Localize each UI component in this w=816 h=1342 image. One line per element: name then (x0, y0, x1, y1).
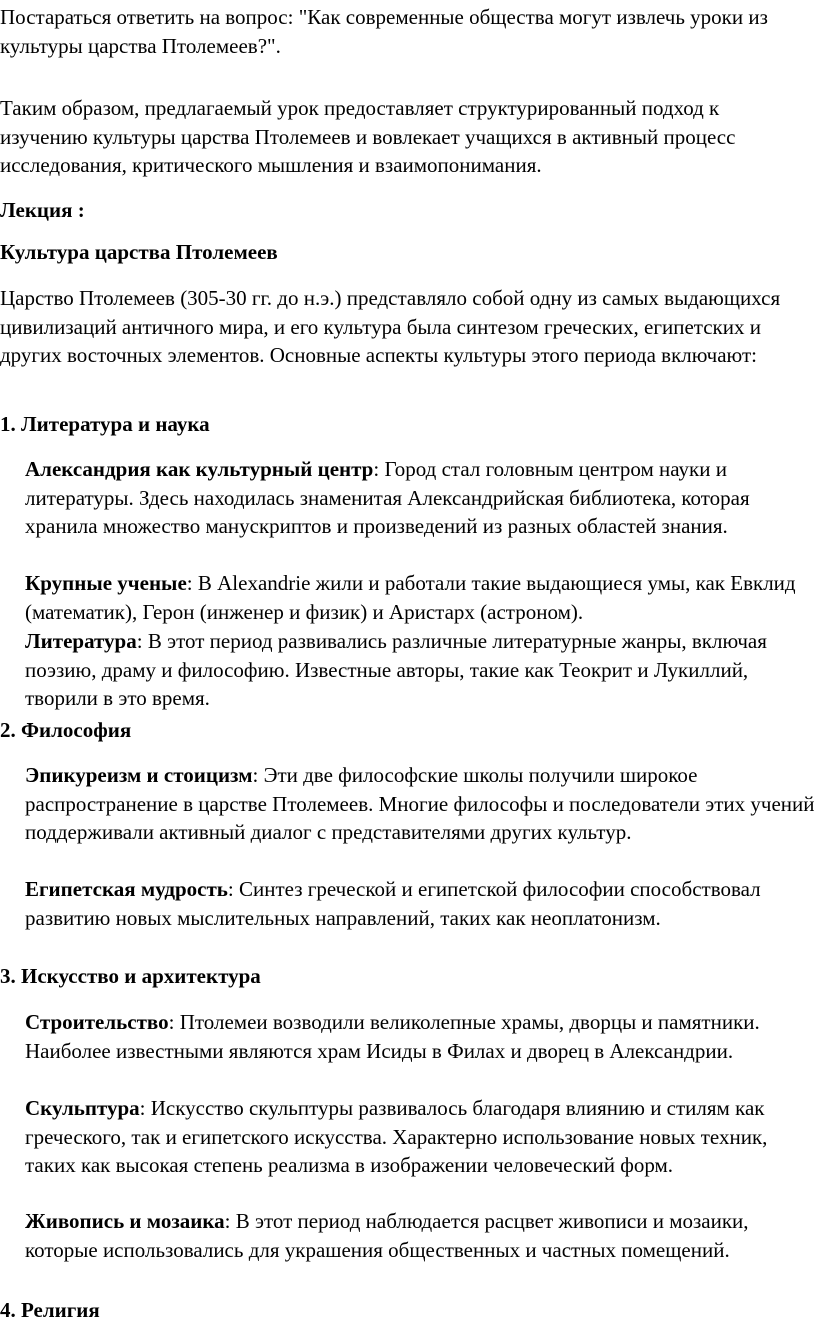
item-term: Скульптура (25, 1096, 140, 1120)
item-text: : Искусство скульптуры развивалось благодаря влиянию и стилям как греческого, так и египетского искусства. Характерно использование новых техник, таких как высокая степень реализма в изображении человеческий форм. (25, 1096, 768, 1177)
section-heading: 1. Литература и наука (0, 412, 210, 436)
section-heading: 4. Религия (0, 1298, 100, 1322)
item-text: : Синтез греческой и египетской философии способствовал развитию новых мыслительных направлений, таких как неоплатонизм. (25, 877, 761, 930)
section-item (25, 761, 815, 847)
item-text: : В этот период наблюдается расцвет живописи и мозаики, которые использовались для украшения общественных и частных помещений. (25, 1209, 749, 1262)
item-text: : В этот период развивались различные литературные жанры, включая поэзию, драму и философию. Известные авторы, такие как Теокрит и Лукиллий, творили в это время. (25, 629, 767, 710)
item-term: Крупные ученые (25, 571, 187, 595)
section-item (25, 627, 815, 713)
lecture-intro: Царство Птолемеев (305-30 гг. до н.э.) представляло собой одну из самых выдающихся цивилизаций античного мира, и его культура была синтезом греческих, египетских и других восточных элементов. Основные аспекты культуры этого периода включают: (0, 286, 781, 367)
lecture-label: Лекция : (0, 198, 85, 222)
section-item (25, 455, 815, 541)
item-term: Египетская мудрость (25, 877, 228, 901)
item-term: Литература (25, 629, 137, 653)
intro-question: Постараться ответить на вопрос: "Как современные общества могут извлечь уроки из культуры царства Птолемеев?". (0, 5, 768, 58)
section-item (25, 1207, 815, 1264)
intro-summary: Таким образом, предлагаемый урок предоставляет структурированный подход к изучению культуры царства Птолемеев и вовлекает учащихся в активный процесс исследования, критического мышления и взаимопонимания. (0, 96, 736, 177)
item-text: : Птолемеи возводили великолепные храмы, дворцы и памятники. Наиболее известными являются храм Исиды в Филах и дворец в Александрии. (25, 1010, 760, 1063)
section-item (25, 569, 815, 626)
item-term: Строительство (25, 1010, 169, 1034)
item-term: Живопись и мозаика (25, 1209, 225, 1233)
section-item (25, 1008, 815, 1065)
section-heading: 3. Искусство и архитектура (0, 964, 261, 988)
section-item (25, 875, 815, 932)
item-term: Эпикуреизм и стоицизм (25, 763, 253, 787)
item-text: : Город стал головным центром науки и литературы. Здесь находилась знаменитая Александрийская библиотека, которая хранила множество манускриптов и произведений из разных областей знания. (25, 457, 750, 538)
item-text: : В Alexandrie жили и работали такие выдающиеся умы, как Евклид (математик), Герон (инженер и физик) и Аристарх (астроном). (25, 571, 796, 624)
lecture-title: Культура царства Птолемеев (0, 240, 278, 264)
item-text: : Эти две философские школы получили широкое распространение в царстве Птолемеев. Многие философы и последователи этих учений поддерживали активный диалог с представителями других культур. (25, 763, 815, 844)
section-item (25, 1094, 815, 1180)
section-heading: 2. Философия (0, 718, 132, 742)
item-term: Александрия как культурный центр (25, 457, 374, 481)
